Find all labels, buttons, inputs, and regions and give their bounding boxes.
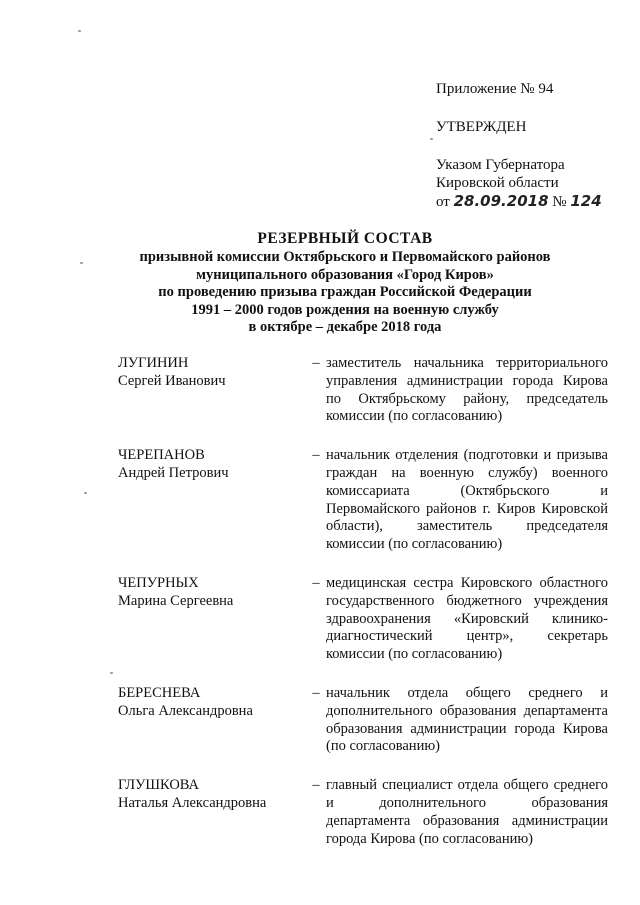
member-name	[118, 447, 308, 554]
member-given-name: Андрей Петрович	[118, 464, 229, 481]
date-prefix: от	[436, 194, 450, 210]
member-role: главный специалист отдела общего среднего и дополнительного образования департамента образования администрации города Кирова (по согласованию)	[326, 777, 608, 847]
handwritten-date: 28.09.2018	[453, 192, 549, 210]
member-list	[118, 355, 608, 869]
member-role: заместитель начальника территориального управления администрации города Кирова по Октябрьскому району, председатель комиссии (по согласованию)	[326, 355, 608, 425]
member-given-name: Марина Сергеевна	[118, 592, 234, 609]
member-dash: –	[312, 355, 320, 371]
member-dash: –	[312, 777, 320, 794]
member-entry	[118, 355, 608, 426]
member-surname: ЛУГИНИН	[118, 355, 189, 371]
member-surname: ЧЕПУРНЫХ	[118, 574, 199, 591]
member-entry	[118, 447, 608, 554]
scan-speck	[110, 672, 113, 674]
handwritten-number: 124	[570, 192, 602, 210]
member-role: медицинская сестра Кировского областного государственного бюджетного учреждения здравоохранения «Кировский клинико-диагностический центр», секретарь комиссии (по согласованию)	[326, 574, 608, 663]
member-given-name: Сергей Иванович	[118, 372, 226, 389]
member-given-name: Наталья Александровна	[118, 794, 267, 811]
member-name	[118, 685, 308, 756]
member-given-name: Ольга Александровна	[118, 702, 253, 719]
document-title	[90, 230, 600, 337]
number-prefix: №	[552, 194, 567, 210]
scan-speck	[430, 138, 433, 140]
member-dash: –	[312, 684, 320, 701]
member-surname: БЕРЕСНЕВА	[118, 684, 201, 701]
member-entry	[118, 777, 608, 848]
member-entry	[118, 575, 608, 664]
member-name	[118, 355, 308, 426]
approval-block	[436, 80, 626, 211]
member-role: начальник отделения (подготовки и призыва граждан на военную службу) военного комиссариата (Октябрьского и Первомайского районов г. Киров Кировской области), заместитель председателя комиссии (по согласованию)	[326, 447, 608, 553]
decree-line-1: Указом Губернатора	[436, 157, 565, 173]
title-line-4: 1991 – 2000 годов рождения на военную службу	[191, 301, 499, 318]
member-entry	[118, 685, 608, 756]
title-line-5: в октябре – декабре 2018 года	[248, 319, 442, 335]
member-surname: ГЛУШКОВА	[118, 777, 200, 794]
decree-line-2: Кировской области	[436, 175, 559, 191]
title-main: РЕЗЕРВНЫЙ СОСТАВ	[257, 230, 433, 247]
member-name	[118, 575, 308, 664]
title-line-2: муниципального образования «Город Киров»	[196, 266, 494, 283]
title-line-1: призывной комиссии Октябрьского и Первомайского районов	[139, 249, 551, 265]
scan-speck	[80, 262, 83, 264]
appendix-number: Приложение № 94	[436, 81, 554, 97]
decree-date-line	[436, 192, 626, 211]
title-line-3: по проведению призыва граждан Российской Федерации	[158, 284, 532, 300]
member-dash: –	[312, 574, 320, 591]
scan-speck	[78, 30, 81, 32]
member-dash: –	[312, 447, 320, 464]
member-role: начальник отдела общего среднего и дополнительного образования департамента образования администрации города Кирова (по согласованию)	[326, 684, 608, 755]
member-surname: ЧЕРЕПАНОВ	[118, 447, 205, 464]
scan-speck	[84, 492, 87, 494]
member-name	[118, 777, 308, 848]
approved-stamp-text: УТВЕРЖДЕН	[436, 119, 527, 135]
